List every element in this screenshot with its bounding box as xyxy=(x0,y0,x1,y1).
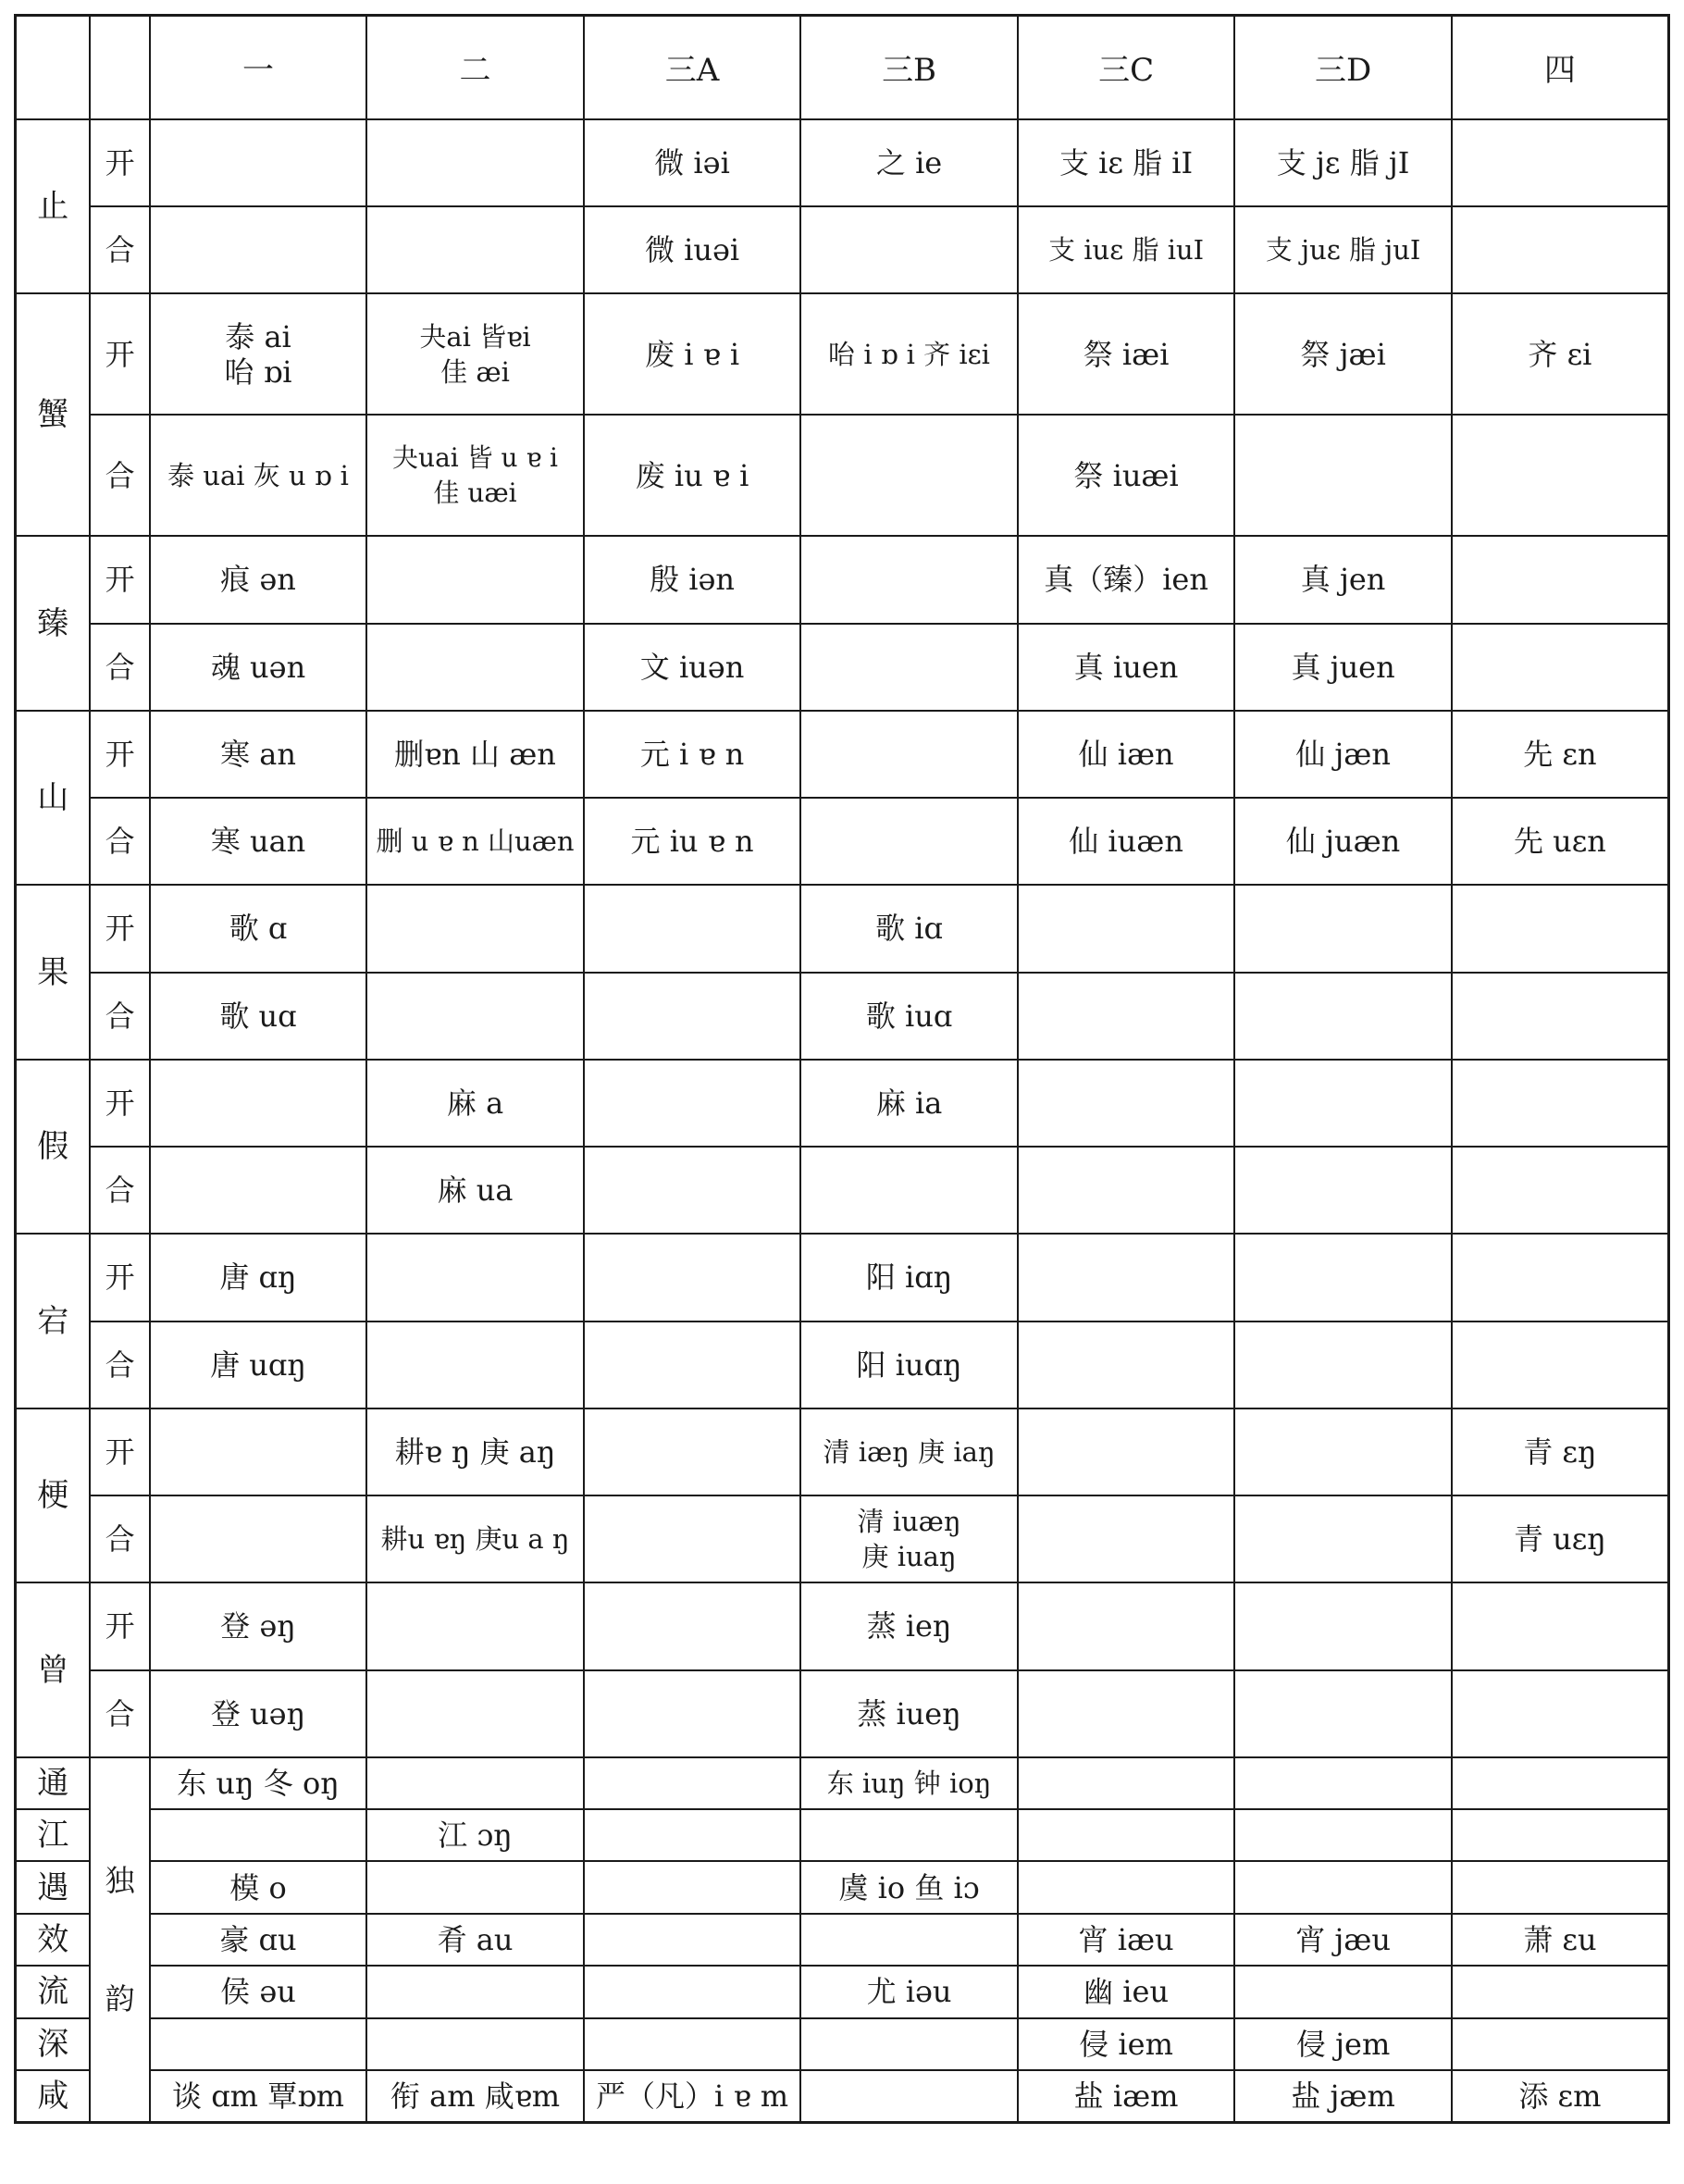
rime-cell xyxy=(1452,206,1669,293)
rime-cell: 歌 iuɑ xyxy=(800,973,1018,1060)
rime-cell: 清 iæŋ 庚 iaŋ xyxy=(800,1408,1018,1495)
open-closed-label: 开 xyxy=(90,1060,149,1147)
rime-cell xyxy=(1018,1060,1235,1147)
rime-cell: 阳 iɑŋ xyxy=(800,1234,1018,1321)
rime-cell: 蒸 iueŋ xyxy=(800,1670,1018,1757)
rime-cell: 魂 uən xyxy=(150,624,367,711)
rime-cell xyxy=(1234,1757,1452,1809)
rime-cell xyxy=(800,2070,1018,2123)
rime-cell: 豪 ɑu xyxy=(150,1914,367,1966)
open-closed-label: 合 xyxy=(90,415,149,536)
rime-cell xyxy=(1018,1147,1235,1234)
rime-cell: 先 uɛn xyxy=(1452,798,1669,885)
rime-cell: 江 ɔŋ xyxy=(366,1809,584,1861)
rime-cell xyxy=(1018,1234,1235,1321)
open-closed-label: 开 xyxy=(90,536,149,623)
rime-cell xyxy=(1018,885,1235,972)
rime-cell: 泰 ai 咍 ɒi xyxy=(150,293,367,415)
open-closed-label: 开 xyxy=(90,885,149,972)
rime-cell xyxy=(1234,1147,1452,1234)
rime-cell: 肴 au xyxy=(366,1914,584,1966)
rime-group-label: 山 xyxy=(16,711,91,886)
table-row xyxy=(16,536,1669,623)
open-closed-label: 合 xyxy=(90,624,149,711)
rime-cell: 盐 jæm xyxy=(1234,2070,1452,2123)
rime-cell: 歌 iɑ xyxy=(800,885,1018,972)
rime-cell xyxy=(1452,119,1669,206)
open-closed-label: 开 xyxy=(90,293,149,415)
rime-cell xyxy=(1234,1495,1452,1582)
rime-cell: 添 ɛm xyxy=(1452,2070,1669,2123)
rime-cell: 微 iuəi xyxy=(584,206,801,293)
table-row xyxy=(16,624,1669,711)
single-rime-label xyxy=(90,1757,149,2123)
rime-cell xyxy=(150,119,367,206)
rime-cell xyxy=(1452,1234,1669,1321)
rime-cell: 歌 uɑ xyxy=(150,973,367,1060)
open-closed-label: 开 xyxy=(90,1408,149,1495)
rime-cell xyxy=(150,1147,367,1234)
rime-cell: 之 ie xyxy=(800,119,1018,206)
rime-cell: 夬uai 皆 u ɐ i 佳 uæi xyxy=(366,415,584,536)
rime-cell: 支 iɛ 脂 iI xyxy=(1018,119,1235,206)
rime-cell xyxy=(1234,885,1452,972)
rime-cell: 唐 uɑŋ xyxy=(150,1322,367,1408)
rime-cell xyxy=(584,1757,801,1809)
open-closed-label: 合 xyxy=(90,206,149,293)
rime-cell xyxy=(1018,1408,1235,1495)
rime-cell xyxy=(366,1670,584,1757)
rime-cell: 痕 ən xyxy=(150,536,367,623)
rime-cell: 青 ɛŋ xyxy=(1452,1408,1669,1495)
rime-cell: 仙 jæn xyxy=(1234,711,1452,798)
rime-cell xyxy=(1018,1861,1235,1913)
rime-cell: 支 jɛ 脂 jI xyxy=(1234,119,1452,206)
rime-cell xyxy=(1234,1408,1452,1495)
rime-group-label: 果 xyxy=(16,885,91,1060)
table-row xyxy=(16,798,1669,885)
rime-cell: 祭 iuæi xyxy=(1018,415,1235,536)
rime-cell xyxy=(366,1322,584,1408)
open-closed-label: 开 xyxy=(90,1234,149,1321)
rime-cell xyxy=(150,206,367,293)
rime-cell: 真（臻）ien xyxy=(1018,536,1235,623)
rime-cell xyxy=(366,536,584,623)
rime-cell: 唐 ɑŋ xyxy=(150,1234,367,1321)
rime-cell: 萧 ɛu xyxy=(1452,1914,1669,1966)
table-row xyxy=(16,1060,1669,1147)
rime-cell: 仙 iæn xyxy=(1018,711,1235,798)
rime-cell: 清 iuæŋ 庚 iuaŋ xyxy=(800,1495,1018,1582)
rime-cell: 寒 uan xyxy=(150,798,367,885)
rime-cell: 衔 am 咸ɐm xyxy=(366,2070,584,2123)
rime-cell xyxy=(584,1670,801,1757)
rime-cell xyxy=(584,1809,801,1861)
table-row xyxy=(16,293,1669,415)
rime-cell: 祭 iæi xyxy=(1018,293,1235,415)
rime-cell xyxy=(1452,1670,1669,1757)
rime-group-label: 咸 xyxy=(16,2070,91,2123)
rime-cell xyxy=(1452,1322,1669,1408)
rime-cell xyxy=(1234,1582,1452,1669)
rime-cell: 幽 ieu xyxy=(1018,1966,1235,2017)
open-closed-label: 开 xyxy=(90,711,149,798)
rime-cell xyxy=(1452,1060,1669,1147)
header-grade-3d: 三D xyxy=(1234,16,1452,119)
rime-cell: 盐 iæm xyxy=(1018,2070,1235,2123)
rime-cell xyxy=(1234,1809,1452,1861)
rime-cell xyxy=(366,1966,584,2017)
table-row xyxy=(16,1495,1669,1582)
rime-cell: 元 iu ɐ n xyxy=(584,798,801,885)
table-row xyxy=(16,1408,1669,1495)
rime-cell xyxy=(366,1861,584,1913)
open-closed-label: 开 xyxy=(90,1582,149,1669)
rime-cell xyxy=(366,1757,584,1809)
rime-cell xyxy=(150,1408,367,1495)
rime-cell xyxy=(1452,1757,1669,1809)
header-grade-3b: 三B xyxy=(800,16,1018,119)
rime-cell xyxy=(800,624,1018,711)
rime-group-label: 臻 xyxy=(16,536,91,711)
rime-cell xyxy=(584,2018,801,2070)
rime-cell: 废 i ɐ i xyxy=(584,293,801,415)
table-row xyxy=(16,711,1669,798)
rime-cell: 祭 jæi xyxy=(1234,293,1452,415)
table-row xyxy=(16,885,1669,972)
rime-cell xyxy=(800,1809,1018,1861)
rime-group-label: 遇 xyxy=(16,1861,91,1913)
header-row xyxy=(16,16,1669,119)
rime-cell xyxy=(800,536,1018,623)
rime-cell xyxy=(1018,1670,1235,1757)
rime-cell: 阳 iuɑŋ xyxy=(800,1322,1018,1408)
rime-cell xyxy=(1018,973,1235,1060)
table-body xyxy=(16,119,1669,2123)
rime-cell: 真 jen xyxy=(1234,536,1452,623)
rime-group-label: 深 xyxy=(16,2018,91,2070)
rime-cell xyxy=(366,1582,584,1669)
table-row xyxy=(16,206,1669,293)
rime-group-label: 通 xyxy=(16,1757,91,1809)
table-row xyxy=(16,2070,1669,2123)
rime-cell: 东 iuŋ 钟 ioŋ xyxy=(800,1757,1018,1809)
rime-cell xyxy=(1452,973,1669,1060)
rime-cell xyxy=(366,973,584,1060)
rime-cell: 元 i ɐ n xyxy=(584,711,801,798)
rime-cell xyxy=(584,1147,801,1234)
rime-cell xyxy=(1018,1495,1235,1582)
rime-cell xyxy=(1452,885,1669,972)
rime-cell: 耕ɐ ŋ 庚 aŋ xyxy=(366,1408,584,1495)
table-row xyxy=(16,973,1669,1060)
rime-cell: 真 iuen xyxy=(1018,624,1235,711)
open-closed-label: 开 xyxy=(90,119,149,206)
rime-cell: 寒 an xyxy=(150,711,367,798)
rime-group-label: 梗 xyxy=(16,1408,91,1583)
rime-cell xyxy=(584,1582,801,1669)
rime-cell xyxy=(584,1322,801,1408)
open-closed-label: 合 xyxy=(90,1670,149,1757)
header-grade-1: 一 xyxy=(150,16,367,119)
rime-cell xyxy=(366,2018,584,2070)
rime-cell xyxy=(800,1147,1018,1234)
rime-cell xyxy=(150,1060,367,1147)
rime-cell: 文 iuən xyxy=(584,624,801,711)
rime-cell: 虞 io 鱼 iɔ xyxy=(800,1861,1018,1913)
rime-cell: 侯 əu xyxy=(150,1966,367,2017)
rime-cell xyxy=(366,119,584,206)
rime-cell: 麻 ia xyxy=(800,1060,1018,1147)
rime-cell xyxy=(366,206,584,293)
table-row xyxy=(16,119,1669,206)
rime-cell xyxy=(1234,1966,1452,2017)
rime-cell: 麻 a xyxy=(366,1060,584,1147)
rime-cell xyxy=(800,798,1018,885)
rime-cell xyxy=(1018,1322,1235,1408)
rime-cell: 登 uəŋ xyxy=(150,1670,367,1757)
rime-cell xyxy=(584,1966,801,2017)
rime-cell xyxy=(1452,2018,1669,2070)
rime-cell: 支 iuɛ 脂 iuI xyxy=(1018,206,1235,293)
rime-cell: 微 iəi xyxy=(584,119,801,206)
rime-group-label: 流 xyxy=(16,1966,91,2017)
table-row xyxy=(16,1147,1669,1234)
rime-cell: 夬ai 皆ɐi 佳 æi xyxy=(366,293,584,415)
rime-cell xyxy=(800,711,1018,798)
rime-cell xyxy=(1452,1966,1669,2017)
rime-cell xyxy=(1234,1234,1452,1321)
rime-cell: 真 juen xyxy=(1234,624,1452,711)
rime-cell: 登 əŋ xyxy=(150,1582,367,1669)
rime-cell xyxy=(584,1060,801,1147)
rime-group-label: 宕 xyxy=(16,1234,91,1408)
rime-cell: 青 uɛŋ xyxy=(1452,1495,1669,1582)
open-closed-label: 合 xyxy=(90,973,149,1060)
rime-cell: 侵 iem xyxy=(1018,2018,1235,2070)
rime-cell xyxy=(1234,973,1452,1060)
rime-cell: 咍 i ɒ i 齐 iɛi xyxy=(800,293,1018,415)
header-grade-4: 四 xyxy=(1452,16,1669,119)
rime-cell: 废 iu ɐ i xyxy=(584,415,801,536)
rime-group-label: 曾 xyxy=(16,1582,91,1757)
rime-cell xyxy=(584,973,801,1060)
rime-cell: 齐 ɛi xyxy=(1452,293,1669,415)
table-row xyxy=(16,1322,1669,1408)
rime-cell xyxy=(584,1914,801,1966)
rime-cell xyxy=(800,2018,1018,2070)
rime-cell: 严（凡）i ɐ m xyxy=(584,2070,801,2123)
rime-cell: 蒸 ieŋ xyxy=(800,1582,1018,1669)
open-closed-label: 合 xyxy=(90,1495,149,1582)
table-row xyxy=(16,415,1669,536)
table-row xyxy=(16,1670,1669,1757)
rime-cell: 侵 jem xyxy=(1234,2018,1452,2070)
rime-cell: 删 u ɐ n 山uæn xyxy=(366,798,584,885)
rime-cell: 删ɐn 山 æn xyxy=(366,711,584,798)
rime-cell xyxy=(1452,1809,1669,1861)
rime-cell xyxy=(1452,536,1669,623)
rime-cell xyxy=(584,885,801,972)
rime-group-label: 假 xyxy=(16,1060,91,1235)
rime-cell: 模 o xyxy=(150,1861,367,1913)
rime-cell: 宵 jæu xyxy=(1234,1914,1452,1966)
table-row xyxy=(16,1234,1669,1321)
table-row xyxy=(16,2018,1669,2070)
rime-cell: 东 uŋ 冬 oŋ xyxy=(150,1757,367,1809)
rime-cell xyxy=(1234,1322,1452,1408)
table-row xyxy=(16,1582,1669,1669)
rime-cell xyxy=(800,415,1018,536)
rime-cell: 泰 uai 灰 u ɒ i xyxy=(150,415,367,536)
rime-cell xyxy=(150,1495,367,1582)
rime-cell xyxy=(150,1809,367,1861)
table-row xyxy=(16,1966,1669,2017)
open-closed-label: 合 xyxy=(90,1147,149,1234)
rime-cell: 尤 iəu xyxy=(800,1966,1018,2017)
rime-cell: 先 ɛn xyxy=(1452,711,1669,798)
rime-cell: 歌 ɑ xyxy=(150,885,367,972)
table-row xyxy=(16,1861,1669,1913)
table-row xyxy=(16,1757,1669,1809)
rime-cell xyxy=(1452,1582,1669,1669)
open-closed-label: 合 xyxy=(90,798,149,885)
rime-cell xyxy=(1234,1861,1452,1913)
header-grade-3c: 三C xyxy=(1018,16,1235,119)
rime-cell xyxy=(1018,1582,1235,1669)
rime-cell: 谈 ɑm 覃ɒm xyxy=(150,2070,367,2123)
single-rime-label-yun: 韵 xyxy=(105,1980,135,2016)
rime-cell xyxy=(800,206,1018,293)
table-row xyxy=(16,1809,1669,1861)
rime-cell xyxy=(1452,415,1669,536)
rime-group-label: 效 xyxy=(16,1914,91,1966)
rime-cell xyxy=(584,1234,801,1321)
single-rime-label-du: 独 xyxy=(105,1862,135,1898)
rime-cell xyxy=(800,1914,1018,1966)
rime-cell: 仙 iuæn xyxy=(1018,798,1235,885)
table-row xyxy=(16,1914,1669,1966)
rime-cell xyxy=(584,1861,801,1913)
header-grade-3a: 三A xyxy=(584,16,801,119)
rime-cell xyxy=(1452,624,1669,711)
rime-cell xyxy=(1234,1670,1452,1757)
rime-group-label: 蟹 xyxy=(16,293,91,536)
rime-cell xyxy=(366,885,584,972)
rime-cell xyxy=(1018,1809,1235,1861)
rime-cell xyxy=(366,624,584,711)
rime-cell xyxy=(1018,1757,1235,1809)
rime-table xyxy=(14,14,1670,2124)
rime-cell xyxy=(150,2018,367,2070)
rime-cell xyxy=(1234,1060,1452,1147)
rime-cell: 仙 juæn xyxy=(1234,798,1452,885)
rime-cell xyxy=(1452,1147,1669,1234)
header-blank xyxy=(90,16,149,119)
rime-cell xyxy=(1234,415,1452,536)
rime-cell: 殷 iən xyxy=(584,536,801,623)
header-blank xyxy=(16,16,91,119)
rime-group-label: 止 xyxy=(16,119,91,294)
open-closed-label: 合 xyxy=(90,1322,149,1408)
header-grade-2: 二 xyxy=(366,16,584,119)
rime-cell: 麻 ua xyxy=(366,1147,584,1234)
rime-cell: 宵 iæu xyxy=(1018,1914,1235,1966)
rime-cell xyxy=(366,1234,584,1321)
rime-cell xyxy=(1452,1861,1669,1913)
rime-cell: 耕u ɐŋ 庚u a ŋ xyxy=(366,1495,584,1582)
rime-group-label: 江 xyxy=(16,1809,91,1861)
rime-cell xyxy=(584,1495,801,1582)
rime-cell: 支 juɛ 脂 juI xyxy=(1234,206,1452,293)
rime-cell xyxy=(584,1408,801,1495)
